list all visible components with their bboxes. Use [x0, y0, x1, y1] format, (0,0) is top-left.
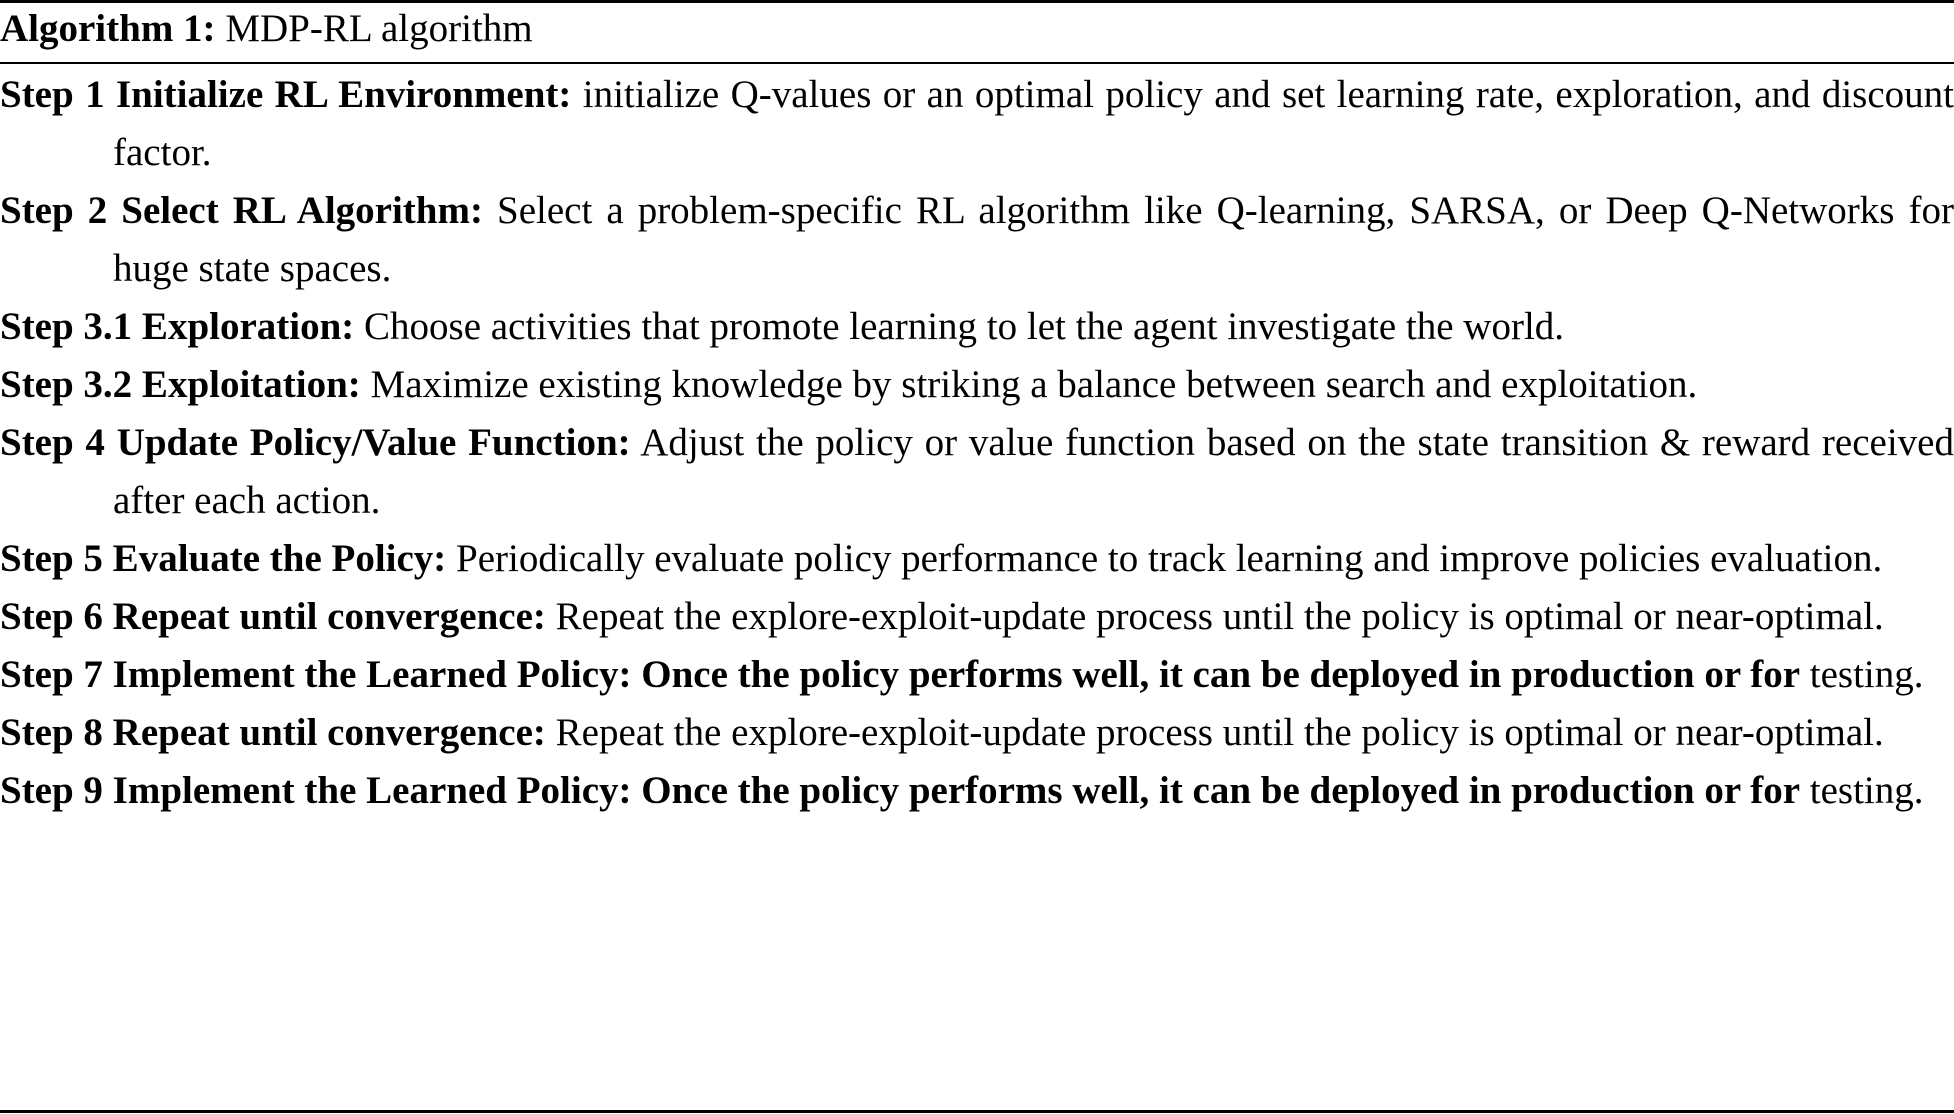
step-label: Step 3.1 Exploration:	[0, 305, 355, 348]
step-text: Repeat the explore-exploit-update process until the policy is optimal or near-optimal.	[545, 595, 1884, 638]
algorithm-name: MDP-RL algorithm	[225, 7, 533, 50]
algorithm-steps	[0, 66, 1954, 820]
step-emphasis: Once the policy performs well, it can be deployed in production or for	[631, 653, 1801, 696]
algorithm-title	[0, 4, 533, 60]
step-5	[0, 530, 1954, 588]
step-label: Step 6 Repeat until convergence:	[0, 595, 546, 638]
step-text: Periodically evaluate policy performance to track learning and improve policies evaluation.	[446, 537, 1883, 580]
step-text: Repeat the explore-exploit-update process until the policy is optimal or near-optimal.	[545, 711, 1884, 754]
step-label: Step 7 Implement the Learned Policy:	[0, 653, 632, 696]
step-emphasis: Once the policy performs well, it can be deployed in production or for	[631, 769, 1801, 812]
step-text: testing.	[1800, 769, 1924, 812]
step-7	[0, 646, 1954, 704]
step-8	[0, 704, 1954, 762]
step-text: Choose activities that promote learning to let the agent investigate the world.	[354, 305, 1565, 348]
step-label: Step 8 Repeat until convergence:	[0, 711, 546, 754]
header-rule	[0, 62, 1954, 64]
step-label: Step 5 Evaluate the Policy:	[0, 537, 447, 580]
step-label: Step 1 Initialize RL Environment:	[0, 73, 572, 116]
step-3-2	[0, 356, 1954, 414]
step-text: Select a problem-specific RL algorithm like Q-learning, SARSA, or Deep Q-Networks for huge state spaces.	[113, 189, 1954, 290]
step-label: Step 4 Update Policy/Value Function:	[0, 421, 631, 464]
step-label: Step 3.2 Exploitation:	[0, 363, 361, 406]
step-text: testing.	[1800, 653, 1924, 696]
step-label: Step 9 Implement the Learned Policy:	[0, 769, 632, 812]
step-9	[0, 762, 1954, 820]
step-6	[0, 588, 1954, 646]
top-rule	[0, 0, 1954, 3]
step-2	[0, 182, 1954, 298]
algorithm-label: Algorithm 1:	[0, 7, 216, 50]
step-text: Adjust the policy or value function based on the state transition & reward received after each action.	[113, 421, 1954, 522]
step-1	[0, 66, 1954, 182]
step-label: Step 2 Select RL Algorithm:	[0, 189, 483, 232]
step-text: Maximize existing knowledge by striking a balance between search and exploitation.	[360, 363, 1698, 406]
step-3-1	[0, 298, 1954, 356]
step-4	[0, 414, 1954, 530]
bottom-rule	[0, 1110, 1954, 1113]
step-text: initialize Q-values or an optimal policy and set learning rate, exploration, and discount factor.	[113, 73, 1954, 174]
